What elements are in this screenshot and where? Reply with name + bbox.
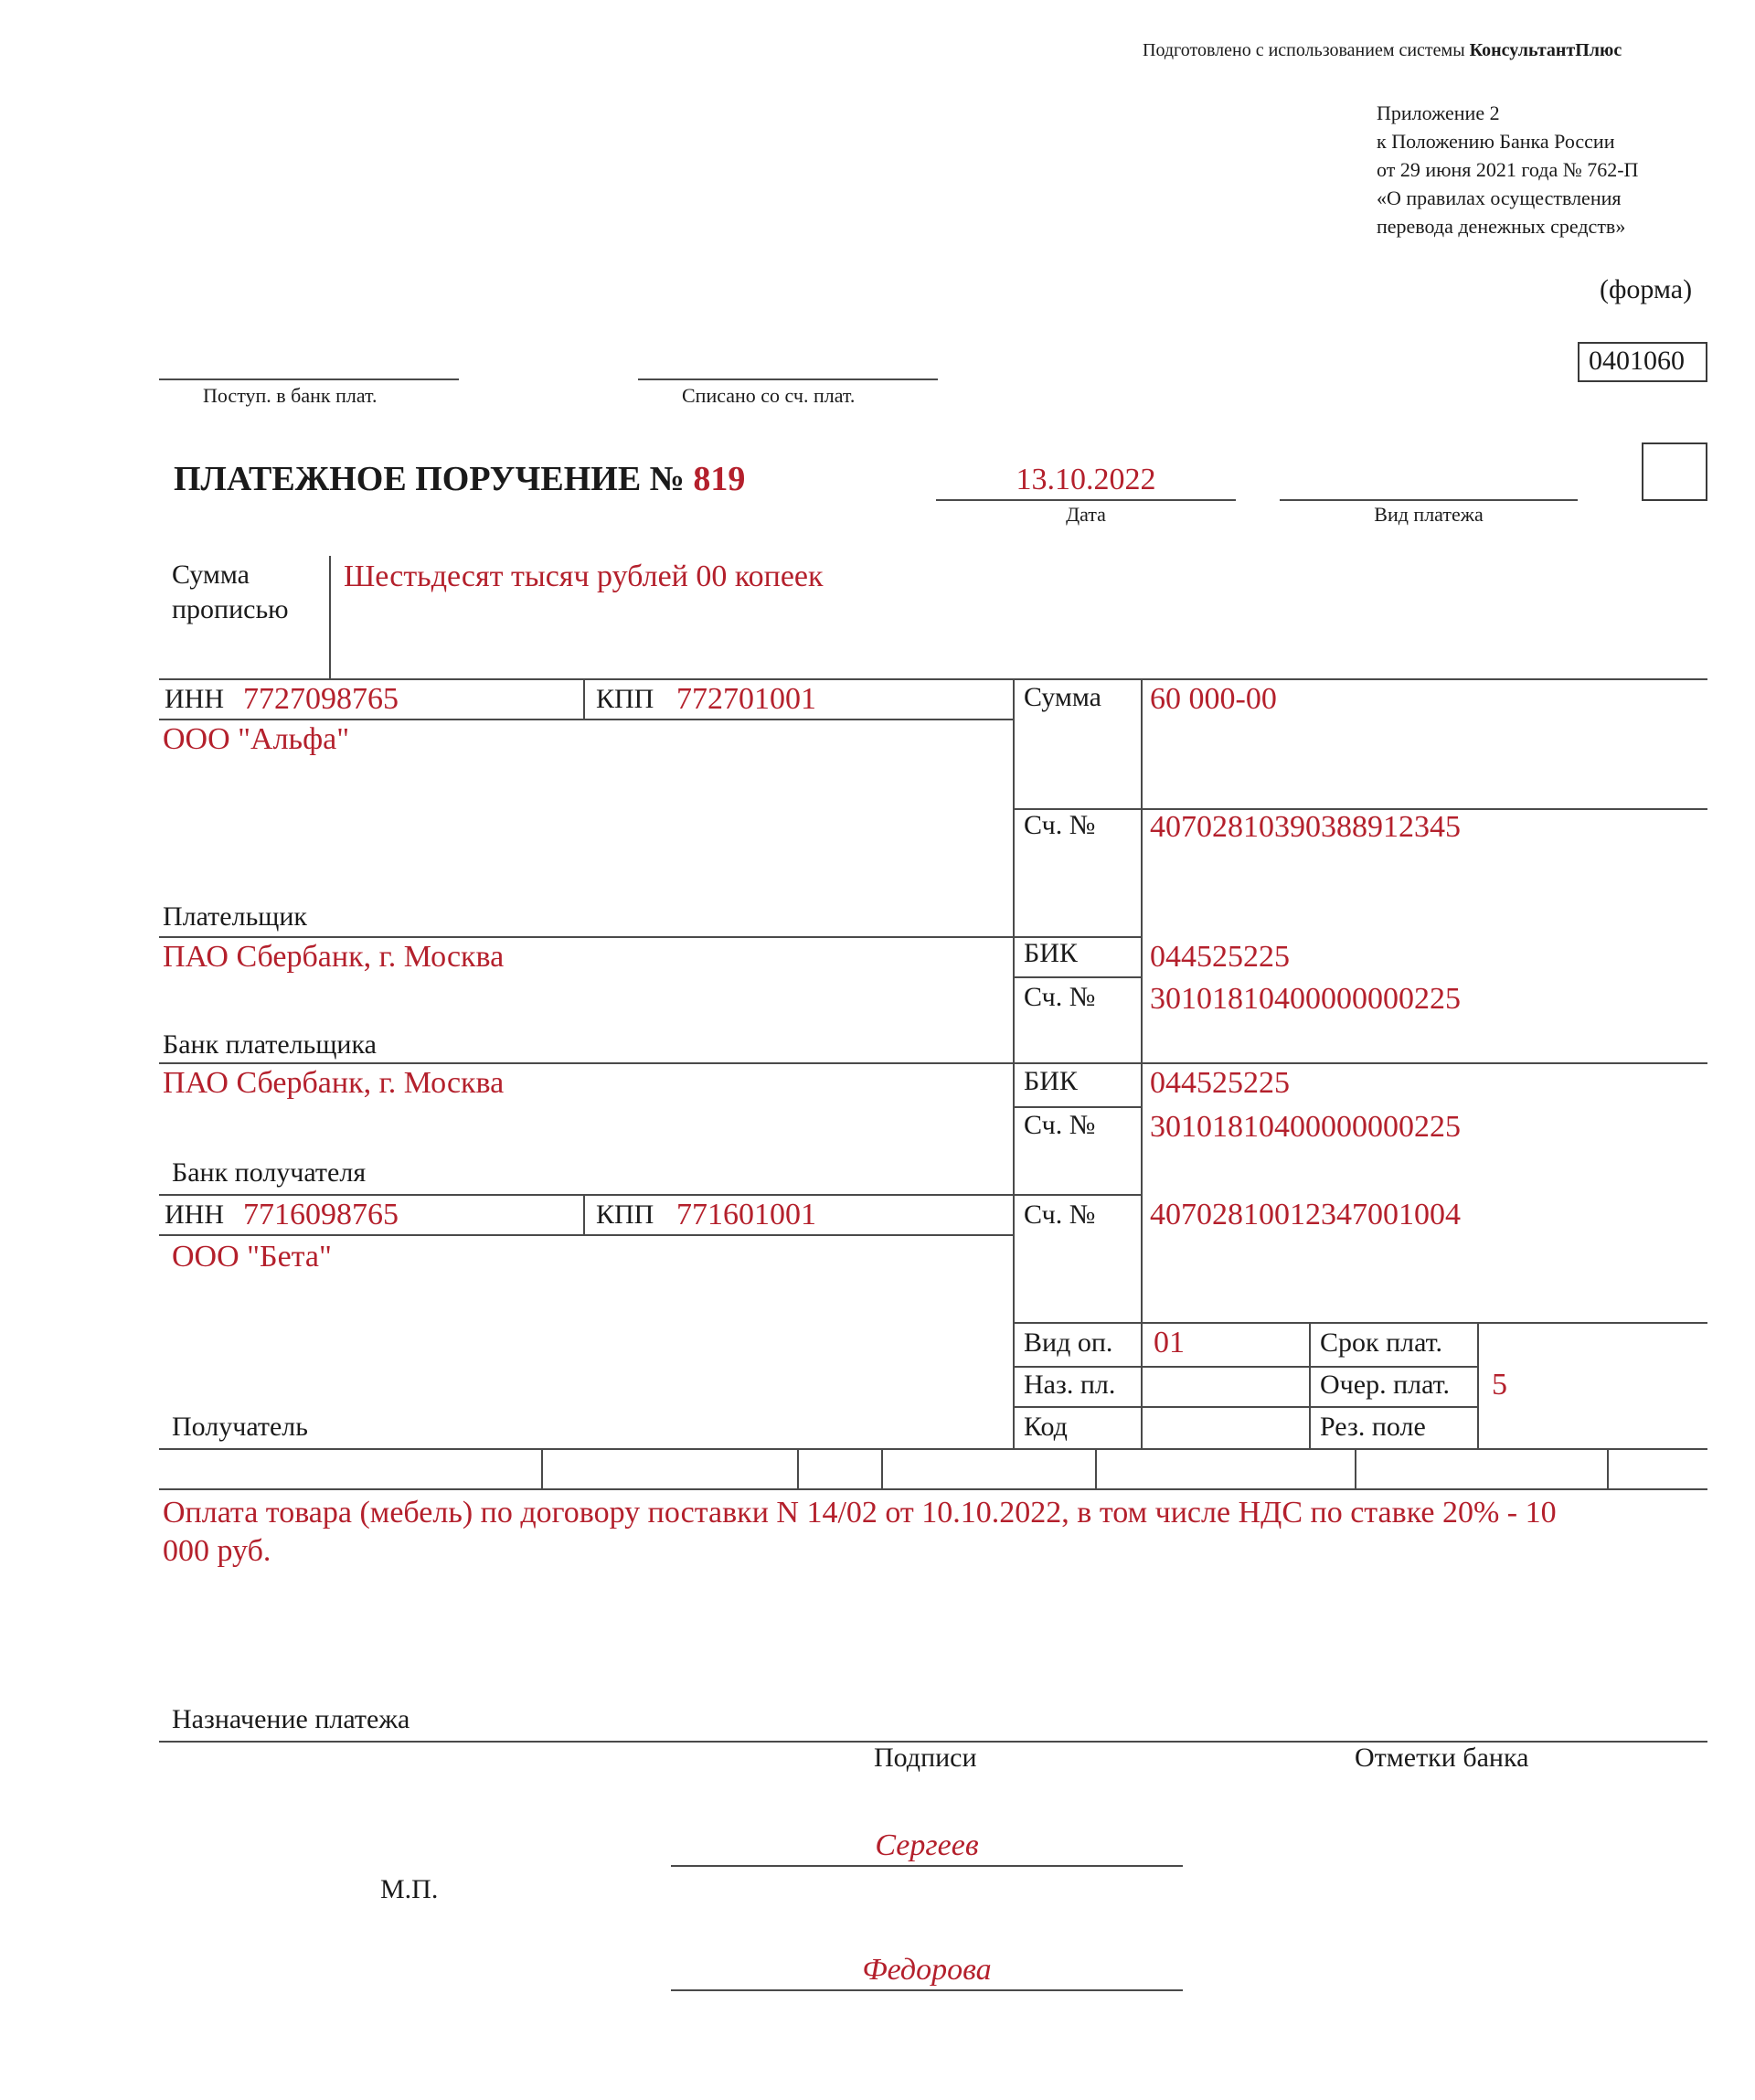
priority-label: Очер. плат. [1320,1370,1450,1400]
recipient-bank-account: 30101810400000000225 [1150,1110,1461,1144]
amount-words-label-line: Сумма [172,560,250,590]
deadline-label: Срок плат. [1320,1327,1443,1358]
stamp-label: М.П. [380,1874,439,1904]
grid-line [583,678,585,720]
recipient-bank-bik-label: БИК [1024,1066,1078,1096]
grid-line [1309,1322,1311,1448]
grid-line [1013,1366,1477,1368]
payer-inn-label: ИНН [165,684,224,714]
bank-marks-label: Отметки банка [1355,1743,1529,1773]
appendix-line: перевода денежных средств» [1377,215,1626,238]
payer-bank-name: ПАО Сбербанк, г. Москва [163,940,505,974]
recipient-inn: 7716098765 [243,1198,399,1231]
grid-line [1013,1106,1141,1108]
recipient-account: 40702810012347001004 [1150,1198,1461,1231]
grid-line [159,1062,1707,1064]
appendix-line: от 29 июня 2021 года № 762-П [1377,158,1639,181]
op-type-label: Вид оп. [1024,1327,1113,1358]
grid-line [1013,976,1141,978]
payment-purpose [163,1494,1557,1571]
document-title [174,459,745,499]
payer-bank-account: 30101810400000000225 [1150,982,1461,1016]
amount-words-divider [329,556,331,678]
prepared-prefix: Подготовлено с использованием системы [1143,40,1465,60]
sum-value: 60 000-00 [1150,682,1277,716]
recipient-label: Получатель [172,1412,308,1442]
appendix-line: Приложение 2 [1377,101,1500,124]
order-number: 819 [693,460,746,498]
recipient-bank-account-label: Сч. № [1024,1110,1096,1140]
form-code: 0401060 [1589,346,1685,376]
payment-purpose-line: 000 руб. [163,1534,271,1568]
grid-line [159,678,1707,680]
payer-account-label: Сч. № [1024,810,1096,840]
appendix-block [1377,99,1638,240]
payment-type-line [1280,499,1578,501]
payment-purpose-line: Оплата товара (мебель) по договору поставки N 14/02 от 10.10.2022, в том числе НДС по ставке 20% - 10 [163,1496,1557,1530]
payer-bank-bik: 044525225 [1150,940,1290,974]
appendix-line: к Положению Банка России [1377,130,1615,153]
grid-line [1607,1448,1609,1488]
date-label: Дата [1066,503,1106,526]
grid-line [159,719,1013,720]
grid-line [159,936,1141,938]
received-label: Поступ. в банк плат. [203,384,378,407]
signature-second: Федорова [862,1953,992,1987]
prepared-note [1143,40,1622,61]
op-type-value: 01 [1154,1326,1185,1359]
grid-line [797,1448,799,1488]
reserve-label: Рез. поле [1320,1412,1426,1442]
recipient-name: ООО "Бета" [172,1240,332,1274]
received-line [159,378,459,380]
priority-value: 5 [1492,1368,1507,1402]
appendix-line: «О правилах осуществления [1377,187,1622,209]
grid-line [1355,1448,1356,1488]
payer-inn: 7727098765 [243,682,399,716]
recipient-account-label: Сч. № [1024,1199,1096,1230]
debited-label: Списано со сч. плат. [682,384,856,407]
title-text: ПЛАТЕЖНОЕ ПОРУЧЕНИЕ № [174,460,685,498]
grid-line [159,1234,1013,1236]
signatures-label: Подписи [874,1743,977,1773]
sum-label: Сумма [1024,682,1101,712]
grid-line [1095,1448,1097,1488]
grid-line [1477,1322,1479,1448]
payer-kpp: 772701001 [676,682,816,716]
grid-line [159,1194,1141,1196]
payer-bank-account-label: Сч. № [1024,982,1096,1012]
grid-line [541,1448,543,1488]
recipient-bank-label: Банк получателя [172,1157,367,1188]
grid-line [1013,1322,1707,1324]
debited-line [638,378,938,380]
recipient-bank-bik: 044525225 [1150,1066,1290,1100]
payment-purpose-label: Назначение платежа [172,1704,410,1734]
order-date: 13.10.2022 [1016,463,1156,496]
code-label: Код [1024,1412,1068,1442]
recipient-kpp-label: КПП [596,1199,654,1230]
signature-first: Сергеев [875,1828,979,1862]
signature-line [671,1865,1183,1867]
amount-words-value: Шестьдесят тысяч рублей 00 копеек [344,560,824,593]
recipient-kpp: 771601001 [676,1198,816,1231]
date-line [936,499,1236,501]
grid-line [159,1488,1707,1490]
amount-words-label [172,558,289,627]
amount-words-label-line: прописью [172,594,289,624]
payment-type-label: Вид платежа [1374,503,1484,526]
grid-line [1013,1406,1477,1408]
form-label: (форма) [1600,274,1693,304]
recipient-inn-label: ИНН [165,1199,224,1230]
payer-label: Плательщик [163,901,307,932]
payer-account: 40702810390388912345 [1150,810,1461,844]
grid-line [583,1194,585,1236]
payment-type-code-box [1642,442,1707,501]
payer-bank-bik-label: БИК [1024,938,1078,968]
recipient-bank-name: ПАО Сбербанк, г. Москва [163,1066,505,1100]
grid-line [159,1448,1707,1450]
grid-line [881,1448,883,1488]
payer-name: ООО "Альфа" [163,722,350,756]
payer-kpp-label: КПП [596,684,654,714]
form-code-box [1578,342,1707,382]
purpose-type-label: Наз. пл. [1024,1370,1116,1400]
signature-line [671,1989,1183,1991]
payer-bank-label: Банк плательщика [163,1029,377,1060]
prepared-brand: КонсультантПлюс [1469,40,1622,60]
